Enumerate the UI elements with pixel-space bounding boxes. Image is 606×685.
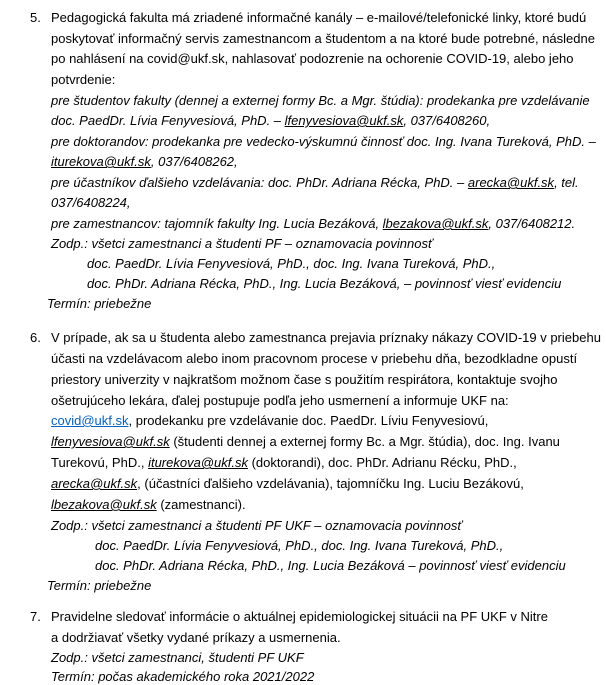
item-number-7: 7. xyxy=(30,609,41,624)
paragraph-text: Turekovú, PhD., xyxy=(51,455,149,470)
item5-paragraph-line: po nahlásení na covid@ukf.sk, nahlasovať podozrenie na ochorenie COVID-19, alebo jeho xyxy=(51,51,574,66)
contact-further-line xyxy=(51,175,579,191)
item5-paragraph-line: potvrdenie: xyxy=(51,72,116,87)
paragraph-text: (študenti dennej a externej formy Bc. a Mgr. štúdia), doc. Ing. Ivanu xyxy=(169,434,560,449)
contact-phone: , 037/6408260, xyxy=(403,113,491,128)
contact-text: pre zamestnancov: tajomník fakulty Ing. Lucia Bezáková, xyxy=(51,216,383,231)
email-link-covid[interactable]: covid@ukf.sk xyxy=(51,413,129,428)
zodp-line: doc. PhDr. Adriana Récka, PhD., Ing. Lucia Bezáková – povinnosť viesť evidenciu xyxy=(95,558,566,573)
email-link-lbezakova[interactable]: lbezakova@ukf.sk xyxy=(382,216,489,231)
termin-line: Termín: počas akademického roka 2021/2022 xyxy=(51,669,315,684)
termin-line: Termín: priebežne xyxy=(47,296,152,311)
zodp-line: Zodp.: všetci zamestnanci a študenti PF UKF – oznamovacia povinnosť xyxy=(51,518,462,533)
contact-further-phone: 037/6408224, xyxy=(51,195,131,210)
contact-staff-line xyxy=(51,216,575,232)
item6-line5 xyxy=(51,413,488,429)
item6-line8 xyxy=(51,476,524,492)
email-link-lfenyvesiova[interactable]: lfenyvesiova@ukf.sk xyxy=(284,113,404,128)
zodp-line: doc. PaedDr. Lívia Fenyvesiová, PhD., doc. Ing. Ivana Tureková, PhD., xyxy=(87,256,496,271)
item6-line9 xyxy=(51,497,246,513)
item7-paragraph-line: Pravidelne sledovať informácie o aktuálnej epidemiologickej situácii na PF UKF v Nitre xyxy=(51,609,548,624)
email-link-arecka[interactable]: arecka@ukf.sk xyxy=(467,175,555,190)
zodp-line: Zodp.: všetci zamestnanci a študenti PF – oznamovacia povinnosť xyxy=(51,236,433,251)
item5-paragraph-line: poskytovať informačný servis zamestnancom a študentom a na ktoré bude potrebné, následne xyxy=(51,31,595,46)
item7-paragraph-line: a dodržiavať všetky vydané príkazy a usmernenia. xyxy=(51,630,341,645)
email-link-iturekova[interactable]: iturekova@ukf.sk xyxy=(148,455,248,470)
item6-paragraph-line: V prípade, ak sa u študenta alebo zamestnanca prejavia príznaky nákazy COVID-19 v priebehu xyxy=(51,330,601,345)
item-number-5: 5. xyxy=(30,10,41,25)
termin-line: Termín: priebežne xyxy=(47,578,152,593)
item6-line7 xyxy=(51,455,517,471)
item6-line6 xyxy=(51,434,560,450)
contact-students-line2 xyxy=(51,113,490,129)
item6-paragraph-line: účasti na vzdelávacom alebo inom pracovnom procese v priebehu dňa, bezodkladne opustí xyxy=(51,351,578,366)
item-number-6: 6. xyxy=(30,330,41,345)
email-link-arecka[interactable]: arecka@ukf.sk xyxy=(51,476,138,491)
email-link-iturekova[interactable]: iturekova@ukf.sk xyxy=(51,154,151,169)
paragraph-text: , prodekanku pre vzdelávanie doc. PaedDr. Líviu Fenyvesiovú, xyxy=(128,413,489,428)
item5-paragraph-line: Pedagogická fakulta má zriadené informačné kanály – e-mailové/telefonické linky, ktoré budú xyxy=(51,10,587,25)
paragraph-text: (doktorandi), doc. PhDr. Adrianu Récku, PhD., xyxy=(247,455,517,470)
contact-text: doc. PaedDr. Lívia Fenyvesiová, PhD. – xyxy=(51,113,285,128)
paragraph-text: , (účastníci ďalšieho vzdelávania), tajomníčku Ing. Luciu Bezákovú, xyxy=(137,476,524,491)
contact-phone: , 037/6408212. xyxy=(488,216,576,231)
zodp-line: doc. PhDr. Adriana Récka, PhD., Ing. Lucia Bezáková, – povinnosť viesť evidenciu xyxy=(87,276,562,291)
item6-paragraph-line: priestory univerzity v najkratšom možnom čase s použitím respirátora, kontaktuje svojho xyxy=(51,372,558,387)
paragraph-text: (zamestnanci). xyxy=(156,497,246,512)
contact-text: , tel. xyxy=(554,175,579,190)
contact-text: pre účastníkov ďalšieho vzdelávania: doc. PhDr. Adriana Récka, PhD. – xyxy=(51,175,468,190)
contact-doctoral-line: pre doktorandov: prodekanka pre vedecko-výskumnú činnosť doc. Ing. Ivana Tureková, PhD. – xyxy=(51,134,596,149)
email-link-lbezakova[interactable]: lbezakova@ukf.sk xyxy=(51,497,157,512)
contact-students-line: pre študentov fakulty (dennej a externej formy Bc. a Mgr. štúdia): prodekanka pre vzdelávanie xyxy=(51,93,590,108)
item6-paragraph-line: ošetrujúceho lekára, ďalej postupuje podľa jeho usmernení a informuje UKF na: xyxy=(51,393,509,408)
contact-phone: , 037/6408262, xyxy=(150,154,238,169)
zodp-line: doc. PaedDr. Lívia Fenyvesiová, PhD., doc. Ing. Ivana Tureková, PhD., xyxy=(95,538,504,553)
contact-doctoral-line2 xyxy=(51,154,238,170)
email-link-lfenyvesiova[interactable]: lfenyvesiova@ukf.sk xyxy=(51,434,170,449)
zodp-line: Zodp.: všetci zamestnanci, študenti PF UKF xyxy=(51,650,304,665)
